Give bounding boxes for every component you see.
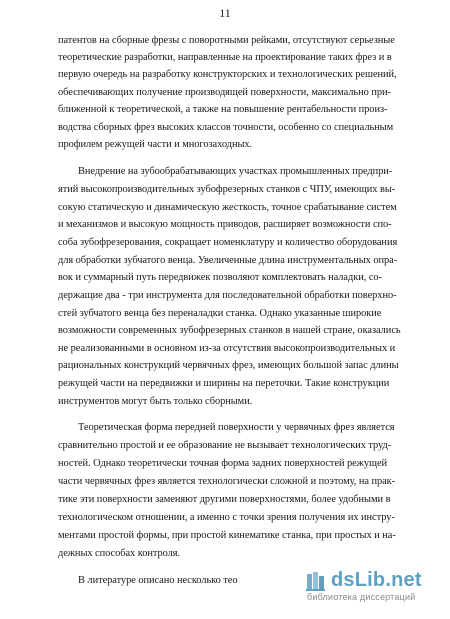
book-stack-icon <box>305 570 327 592</box>
paragraph-first-line: Теоретическая форма передней поверхности у червячных фрез является <box>78 422 395 433</box>
text-line: ментами простой формы, при простой кинематике станка, при простых и на- <box>58 530 396 541</box>
text-line: тике эти поверхности заменяют другими поверхностями, более удобными в <box>58 494 391 505</box>
text-line: дежных способах контроля. <box>58 548 181 559</box>
text-line: теоретические разработки, направленные на проектирование таких фрез и в <box>58 52 392 63</box>
text-line: ностей. Однако теоретически точная форма задних поверхностей режущей <box>58 458 388 469</box>
paragraph-first-line: В литературе описано несколько тео <box>78 575 238 586</box>
text-line: для обработки зубчатого венца. Увеличенные длина инструментальных опра- <box>58 255 398 266</box>
text-line: обеспечивающих получение производящей поверхности, максимально при- <box>58 87 391 98</box>
text-line: держащие два - три инструмента для последовательной обработки поверхно- <box>58 290 397 301</box>
text-line: ближенной к теоретической, а также на повышение рентабельности произ- <box>58 104 388 115</box>
watermark <box>305 569 440 613</box>
text-line: возможности современных зубофрезерных станков в нашей стране, оказались <box>58 325 401 336</box>
text-line: водства сборных фрез высоких классов точности, особенно со специальным <box>58 122 394 133</box>
page-number: 11 <box>219 6 231 20</box>
text-line: рациональных конструкций червячных фрез, имеющих большой запас длины <box>58 360 399 371</box>
text-line: сравнительно простой и ее образование не вызывает технологических труд- <box>58 440 392 451</box>
text-line: и механизмов и высокую мощность приводов, расширяет возможности спо- <box>58 219 392 230</box>
text-line: профилем режущей части и многозаходных. <box>58 139 253 150</box>
watermark-brand: dsLib.net <box>331 569 422 591</box>
text-line: вок и суммарный путь передвижек позволяют комплектовать наладки, со- <box>58 272 382 283</box>
text-line: не реализованными в основном из-за отсутствия высокопроизводительных и <box>58 343 396 354</box>
text-line: инструментов могут быть только сборными. <box>58 396 253 407</box>
text-line: части червячных фрез является технологически сложной и поэтому, на прак- <box>58 476 396 487</box>
text-line: технологическом отношении, а именно с точки зрения получения их инстру- <box>58 512 395 523</box>
text-line: режущей части на передвижки и ширины на переточки. Такие конструкции <box>58 378 390 389</box>
text-line: первую очередь на разработку конструкторских и технологических решений, <box>58 69 397 80</box>
paragraph-first-line: Внедрение на зубообрабатывающих участках промышленных предпри- <box>78 166 393 177</box>
text-line: патентов на сборные фрезы с поворотными рейками, отсутствуют серьезные <box>58 35 395 46</box>
text-line: ятий высокопроизводительных зубофрезерных станков с ЧПУ, имеющих вы- <box>58 184 396 195</box>
watermark-subtitle: библиотека диссертаций <box>307 592 416 602</box>
text-line: сокую статическую и динамическую жесткость, точное срабатывание систем <box>58 202 397 213</box>
text-line: соба зубофрезерования, сокращает номенклатуру и количество оборудования <box>58 237 398 248</box>
text-line: стей зубчатого венца без переналадки станка. Однако указанные широкие <box>58 308 382 319</box>
